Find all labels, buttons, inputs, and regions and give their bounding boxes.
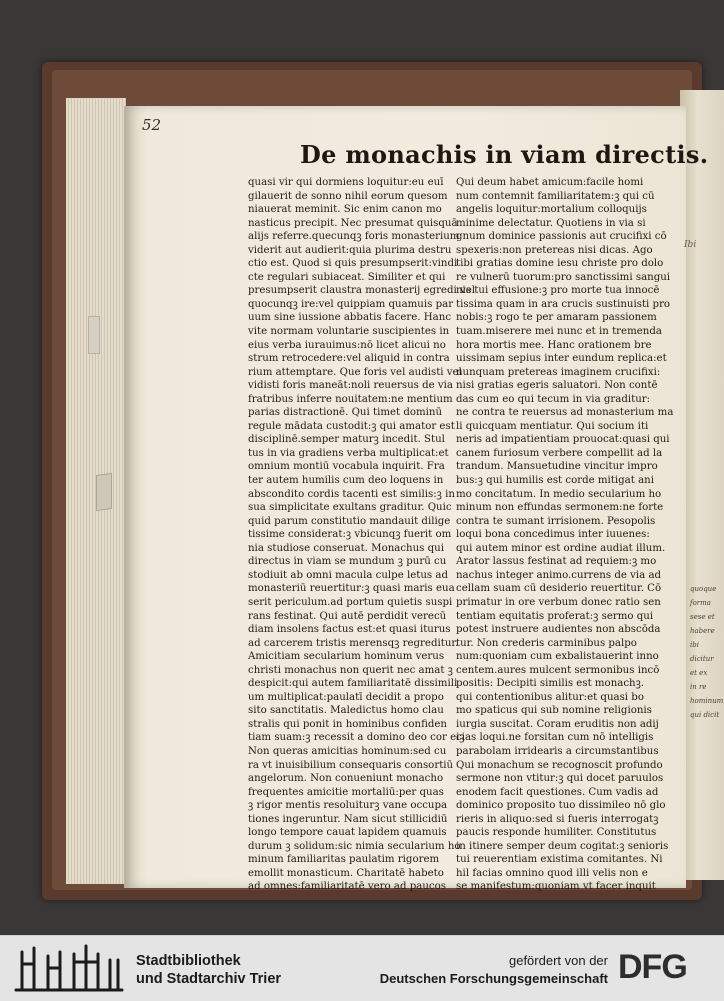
text-line: emollit monasticum. Charitatē habeto [248,867,444,879]
text-line: vite normam voluntarie suscipientes in [248,326,450,338]
margin-note-line: hominum [690,697,724,705]
text-line: potest instruere audientes non abscōda [456,624,661,636]
text-line: omnium montiū vocabula inquirit. Fra [248,461,445,473]
text-line: Non queras amicitias hominum:sed cu [248,745,447,757]
text-line: positis: Decipiti similis est monachꝫ. [456,678,645,690]
margin-note-line: habere [690,627,715,635]
text-line: num contemnit familiaritatem:ꝫ qui cū [456,190,655,202]
text-line: re vulnerū tuorum:pro sanctissimi sangui [456,271,671,283]
text-line: sito sanctitatis. Maledictus homo clau [248,705,444,717]
text-line: nunquam pretereas imaginem crucifixi: [456,366,661,378]
text-line: Qui monachum se recognoscit profundo [456,759,663,771]
text-line: se manifestum:quoniam vt facer inquit [456,881,656,893]
text-line: cellam suam cū desiderio reuertitur. Cō [456,583,662,595]
text-line: tui reuerentiam existima comitantes. Ni [456,854,663,866]
text-line: hil facias omnino quod illi velis non e [456,867,648,879]
text-line: rieris in aliquo:sed si fueris interrogatꝫ [456,813,659,825]
text-line: quasi vir qui dormiens loquitur:eu euī [248,177,444,188]
text-line: directus in viam se mundum ꝫ purū cu [248,556,447,568]
text-line: abscondito cordis tacenti est similis:ꝫ in [248,488,455,500]
margin-note-line: ibi [690,641,699,649]
text-line: disciplinē.semper maturꝫ incedit. Stul [248,434,445,446]
text-line: strum retrocedere:vel aliquid in contra [248,353,450,365]
text-line: ꝫ rigor mentis resoluiturꝫ vane occupa [248,800,448,812]
margin-note-line: in re [690,683,707,691]
library-logo-icon [14,942,124,994]
text-line: neris ad impatientiam prouocat:quasi qui [456,434,670,446]
text-line: sermone non vtitur:ꝫ qui docet paruulos [456,773,664,785]
margin-annotation: Ibi [684,240,697,250]
text-line: rium attemptare. Que foris vel audisti vel [248,366,462,378]
text-line: gilauerit de sonno nihil eorum quesom [248,190,448,202]
text-line: rans festinat. Qui autē perdidit verecū [248,610,447,622]
text-line: li quicquam mentiatur. Qui socium iti [456,420,649,432]
funding-line2: Deutschen Forschungsgemeinschaft [379,971,608,986]
text-column-right [456,176,674,894]
folio-number: 52 [142,116,162,134]
text-line: nachus integer animo.currens de via ad [456,569,662,581]
text-line: angelorum. Non conueniunt monacho [248,773,444,785]
text-line: angelis loquitur:mortalium colloquijs [456,204,647,216]
text-line: Amicitiam secularium hominum verus [248,651,445,663]
text-line: iurgia suscitat. Coram eruditis non adij [456,718,659,730]
text-line: paucis responde humiliter. Constitutus [456,827,657,839]
text-line: um multiplicat:paulatī decidit a propo [248,691,444,703]
text-line: tuam.miserere mei nunc et in tremenda [456,326,662,338]
text-line: regule mādata custodit:ꝫ qui amator est [248,420,455,432]
text-line: serit periculum.ad portum quietis suspi [248,596,453,608]
margin-note-line: qui dicit [690,711,720,719]
text-column-left [248,176,476,894]
text-line: frequentes amicitie mortaliū:per quas [248,786,444,798]
text-line: ter autem humilis cum deo loquens in [248,475,444,487]
text-line: in itinere semper deum cogitat:ꝫ senioris [456,840,669,852]
text-line: centem.aures mulcent sermonibus incō [456,664,660,676]
footer-bar [0,935,724,1001]
text-line: minime delectatur. Quotiens in via si [456,217,646,229]
text-line: mo spaticus qui sub nomine religionis [456,705,652,717]
dfg-logo: DFG [618,948,687,986]
text-line: ad omnes:familiaritatē vero ad paucos [248,881,446,893]
text-line: tibi gratias domine iesu christe pro dolo [456,258,664,270]
text-line: nobis:ꝫ rogo te per amaram passionem [456,312,657,324]
page-title: De monachis in viam directis. [300,140,709,169]
library-name-line1: Stadtbibliothek [136,953,241,969]
text-line: tiones ingeruntur. Nam sicut stillicidiū [248,813,448,825]
text-line: sua simplicitate exultans graditur. Quic [248,502,452,514]
text-line: mo concitatum. In medio secularium ho [456,488,662,500]
margin-note-line: dicitur [690,655,714,663]
library-name [136,952,281,988]
margin-note-line: forma [690,599,711,607]
text-line: stralis qui ponit in hominibus confiden [248,718,447,730]
text-line: ad carcerem tristis merensqꝫ regreditur. [248,637,459,649]
text-line: num:quoniam cum exbalistauerint inno [456,651,659,663]
text-line: parabolam irridearis a circumstantibus [456,745,659,757]
text-line: presumpserit claustra monasterij egredi vel [248,285,476,297]
margin-note-line: quoque [690,585,717,593]
text-line: enodem facit questiones. Cum vadis ad [456,786,659,798]
text-line: Qui deum habet amicum:facile homi [456,177,644,188]
funding-line1: gefördert von der [508,953,608,968]
text-line: parias distractionē. Qui timet dominū [248,407,443,419]
text-line: cte regulari subiaceat. Similiter et qui [248,271,446,283]
text-line: spexeris:non pretereas nisi dicas. Ago [456,244,653,256]
paper-tab-lower [96,473,112,511]
text-line: ctio est. Quod si quis presumpserit:vindi [248,258,458,270]
text-line: tentiam equitatis proferat:ꝫ sermo qui [456,610,654,622]
text-line: nisi gratias egeris saluatori. Non contē [456,380,658,392]
text-line: diam insolens factus est:et quasi iturus [248,624,451,636]
text-line: minum familiaritas paulatim rigorem [248,854,440,866]
text-line: tissime considerat:ꝫ vbicunqꝫ fuerit om [248,529,452,541]
text-line: nis tui effusione:ꝫ pro morte tua innocē [456,285,660,297]
text-line: viderit aut audierit:quia plurima destru [248,244,452,256]
facing-page-edge [680,90,724,880]
text-line: niauerat meminit. Sic enim canon mo [248,204,442,216]
text-line: das cum eo qui tecum in via graditur: [456,393,651,405]
text-line: tiam suam:ꝫ recessit a domino deo cor eiꝫ [248,732,465,744]
text-line: nasticus precipit. Nec presumat quisquā [248,217,458,229]
text-line: despicit:qui autem familiaritatē dissimili [248,678,458,690]
funding-credit [380,952,608,988]
paper-tab [88,316,100,354]
text-line: qui autem minor est ordine audiat illum. [456,542,666,554]
text-line: bus:ꝫ qui humilis est corde mitigat ani [456,475,654,487]
text-line: contra te sumant irrisionem. Pesopolis [456,515,656,527]
text-line: longo tempore cauat lapidem quamuis [248,827,447,839]
text-line: uum sine iussione abbatis facere. Hanc [248,312,452,324]
text-line: loqui bona concedimus inter iuuenes: [456,529,650,541]
text-line: cias loqui.ne forsitan cum nō intelligis [456,732,654,744]
text-line: vidisti foris maneāt:noli reuersus de via [248,380,453,392]
text-line: minum non effundas sermonem:ne forte [456,502,664,514]
margin-note-line: et ex [690,669,708,677]
text-line: fratribus inferre nouitatem:ne mentium [248,393,453,405]
text-line: monasteriū reuertitur:ꝫ quasi maris eua [248,583,455,595]
text-line: durum ꝫ solidum:sic nimia secularium ho [248,840,461,852]
text-line: qui contentionibus alitur:et quasi bo [456,691,644,703]
text-line: tissima quam in ara crucis sustinuisti pro [456,298,671,310]
text-line: christi monachus non querit nec amat ꝫ [248,664,453,676]
text-line: quid parum constitutio mandauit dilige [248,515,451,527]
text-line: dominico proposito tuo dissimileo nō glo [456,800,666,812]
text-line: hora mortis mee. Hanc orationem bre [456,339,652,351]
text-line: tur. Non crederis carminibus palpo [456,637,637,649]
text-line: quocunqꝫ ire:vel quippiam quamuis par [248,298,454,310]
margin-note-line: sese et [690,613,715,621]
library-name-line2: und Stadtarchiv Trier [136,971,282,987]
text-line: tus in via gradiens verba multiplicat:et [248,447,449,459]
text-line: eius verba iurauimus:nō licet alicui no [248,339,446,351]
text-line: ra vt inuisibilium consequaris consortiū [248,759,454,771]
text-line: ne contra te reuersus ad monasterium ma [456,407,674,419]
text-line: uissimam sepius inter eundum replica:et [456,353,667,365]
text-line: canem furiosum verbere compellit ad la [456,447,663,459]
text-line: gnum dominice passionis aut crucifixi cō [456,231,667,243]
text-line: primatur in ore verbum donec ratio sen [456,596,661,608]
margin-notes [690,582,723,722]
text-line: nia studiose conseruat. Monachus qui [248,542,444,554]
text-line: alijs referre.quecunqꝫ foris monasterium [248,231,460,243]
text-line: trandum. Mansuetudine vincitur impro [456,461,658,473]
text-line: Arator lassus festinat ad requiem:ꝫ mo [456,556,657,568]
text-line: stodiuit ab omni macula culpe letus ad [248,569,448,581]
